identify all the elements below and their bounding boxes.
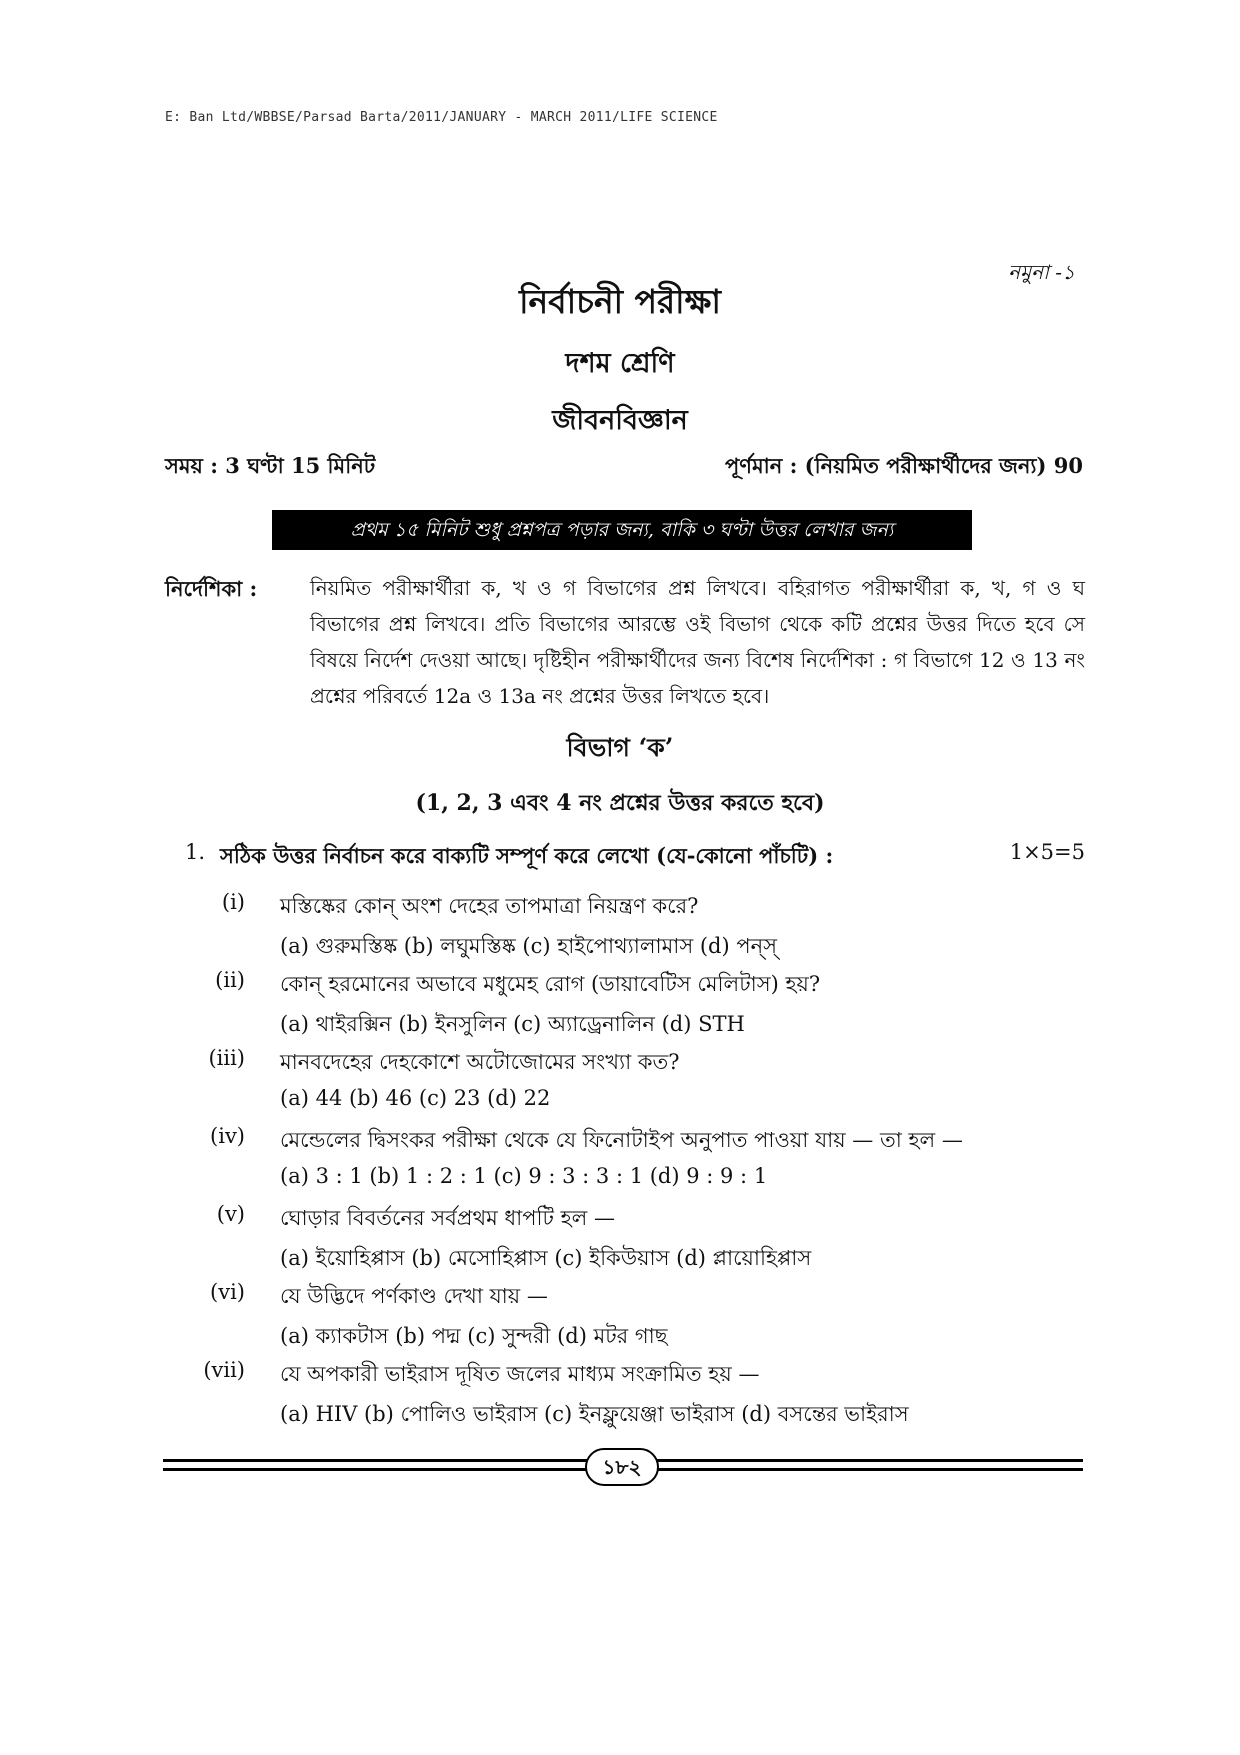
question-number: 1. <box>185 840 206 864</box>
page-number: ১৮২ <box>585 1448 659 1486</box>
sub-question-number: (iv) <box>210 1124 245 1148</box>
sub-question-number: (vi) <box>210 1280 245 1304</box>
sample-tag: নমুনা -১ <box>1008 260 1075 284</box>
subject-title: জীবনবিজ্ঞান <box>552 405 688 436</box>
sub-question-text: ঘোড়ার বিবর্তনের সর্বপ্রথম ধাপটি হল — <box>280 1206 615 1230</box>
reading-time-banner: প্রথম ১৫ মিনিট শুধু প্রশ্নপত্র পড়ার জন্য, বাকি ৩ ঘণ্টা উত্তর লেখার জন্য <box>272 510 972 550</box>
sub-question-number: (v) <box>216 1202 245 1226</box>
question-1 <box>185 840 1085 875</box>
sub-question-text: মস্তিষ্কের কোন্ অংশ দেহের তাপমাত্রা নিয়ন্ত্রণ করে? <box>280 894 699 918</box>
sub-question-number: (vii) <box>203 1358 245 1382</box>
instructions-text: নিয়মিত পরীক্ষার্থীরা ক, খ ও গ বিভাগের প্রশ্ন লিখবে। বহিরাগত পরীক্ষার্থীরা ক, খ, গ ও ঘ বিভাগের প্রশ্ন লিখবে। প্রতি বিভাগের আরম্ভে ওই বিভাগ থেকে কটি প্রশ্নের উত্তর দিতে হবে সে বিষয়ে নির্দেশ দেওয়া আছে। দৃষ্টিহীন পরীক্ষার্থীদের জন্য বিশেষ নির্দেশিকা : গ বিভাগে 12 ও 13 নং প্রশ্নের পরিবর্তে 12a ও 13a নং প্রশ্নের উত্তর লিখতে হবে। <box>310 576 1085 708</box>
class-title: দশম শ্রেণি <box>565 348 675 379</box>
sub-question-options: (a) ইয়োহিপ্পাস (b) মেসোহিপ্পাস (c) ইকিউয়াস (d) প্লায়োহিপ্পাস <box>280 1246 812 1270</box>
time-label: সময় : 3 ঘণ্টা 15 মিনিট <box>165 453 376 478</box>
sub-question-options: (a) থাইরক্সিন (b) ইনসুলিন (c) অ্যাড্রেনালিন (d) STH <box>280 1012 745 1036</box>
sub-question-number: (ii) <box>215 968 245 992</box>
section-subtitle: (1, 2, 3 এবং 4 নং প্রশ্নের উত্তর করতে হবে) <box>415 790 825 816</box>
sub-question-text: মানবদেহের দেহকোশে অটোজোমের সংখ্যা কত? <box>280 1050 680 1074</box>
sub-question-options: (a) HIV (b) পোলিও ভাইরাস (c) ইনফ্লুয়েঞ্জা ভাইরাস (d) বসন্তের ভাইরাস <box>280 1402 909 1426</box>
sub-question-number: (iii) <box>208 1046 245 1070</box>
sub-question-options: (a) 44 (b) 46 (c) 23 (d) 22 <box>280 1086 551 1110</box>
exam-meta-row <box>165 450 1083 485</box>
full-marks-label: পূর্ণমান : (নিয়মিত পরীক্ষার্থীদের জন্য) 90 <box>725 453 1083 478</box>
sub-question-text: যে অপকারী ভাইরাস দূষিত জলের মাধ্যম সংক্রামিত হয় — <box>280 1362 760 1386</box>
question-marks: 1×5=5 <box>1009 840 1085 864</box>
sub-question-text: কোন্ হরমোনের অভাবে মধুমেহ রোগ (ডায়াবেটিস মেলিটাস) হয়? <box>280 972 821 996</box>
exam-title: নির্বাচনী পরীক্ষা <box>519 282 721 321</box>
instructions-label: নির্দেশিকা : <box>165 576 258 601</box>
sub-question-options: (a) 3 : 1 (b) 1 : 2 : 1 (c) 9 : 3 : 3 : 1 (d) 9 : 9 : 1 <box>280 1164 768 1188</box>
section-title: বিভাগ ‘ক’ <box>566 733 674 762</box>
sub-question-options: (a) ক্যাকটাস (b) পদ্ম (c) সুন্দরী (d) মটর গাছ <box>280 1324 668 1348</box>
sub-question-text: মেন্ডেলের দ্বিসংকর পরীক্ষা থেকে যে ফিনোটাইপ অনুপাত পাওয়া যায় — তা হল — <box>280 1128 963 1152</box>
sub-question-text: যে উদ্ভিদে পর্ণকাণ্ড দেখা যায় — <box>280 1284 548 1308</box>
question-text: সঠিক উত্তর নির্বাচন করে বাক্যটি সম্পূর্ণ করে লেখো (যে-কোনো পাঁচটি) : <box>220 843 834 868</box>
sub-question-options: (a) গুরুমস্তিষ্ক (b) লঘুমস্তিষ্ক (c) হাইপোথ্যালামাস (d) পন্‌স্ <box>280 934 778 958</box>
header-file-path: E: Ban Ltd/WBBSE/Parsad Barta/2011/JANUARY - MARCH 2011/LIFE SCIENCE <box>165 110 718 125</box>
sub-question-number: (i) <box>221 890 245 914</box>
